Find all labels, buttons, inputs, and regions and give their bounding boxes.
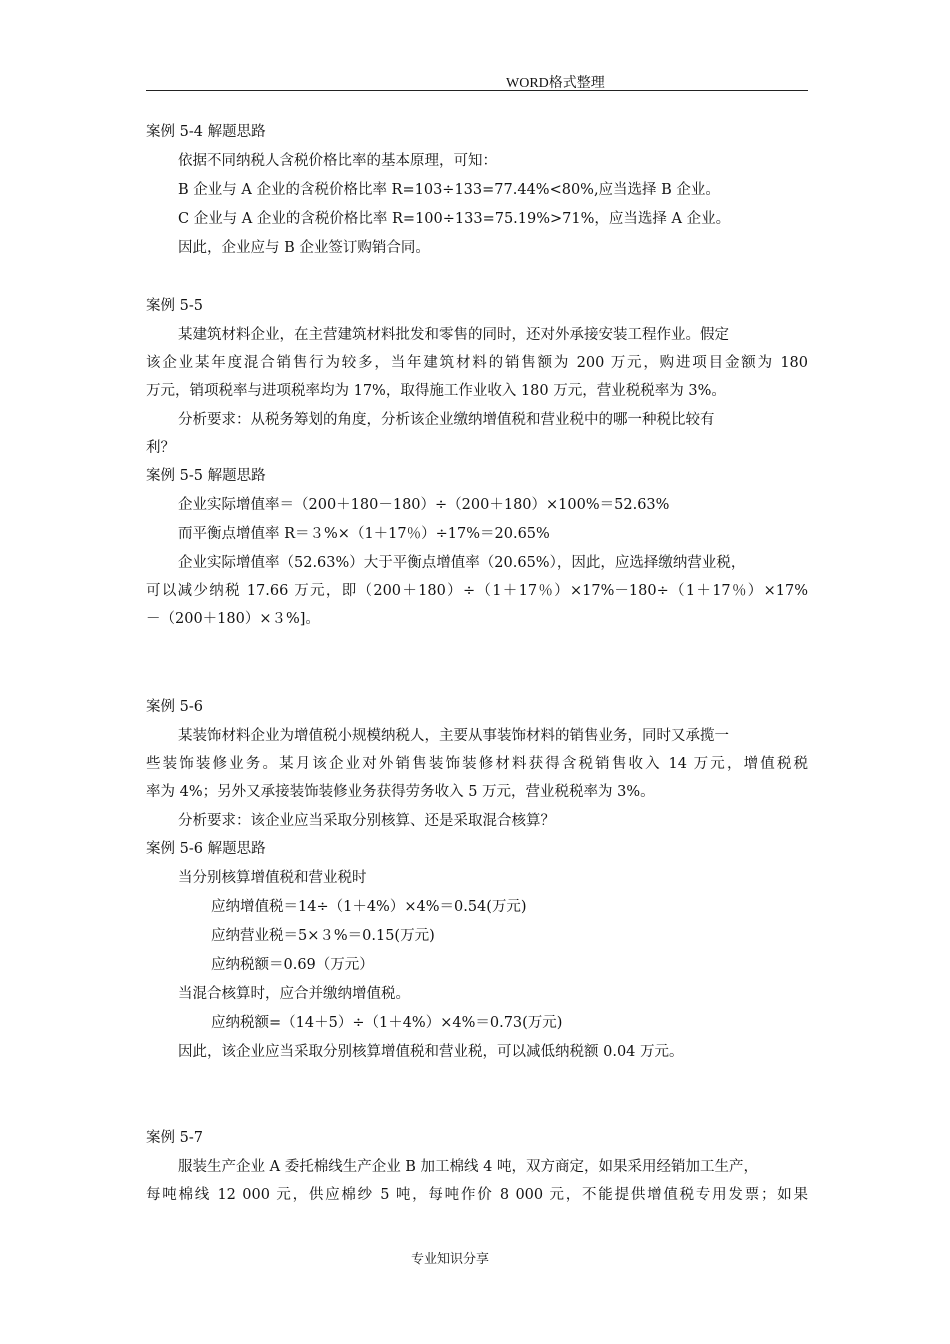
case-5-5-line-1: 某建筑材料企业，在主营建筑材料批发和零售的同时，还对外承接安装工程作业。假定: [178, 327, 729, 343]
case-5-7-heading: 案例 5-7: [146, 1130, 203, 1146]
case-5-4-line-3: C 企业与 A 企业的含税价格比率 R=100÷133=75.19%>71%，应当选择 A 企业。: [178, 211, 731, 227]
case-5-5-solution-line-2: 而平衡点增值率 R＝３%×（1＋17％）÷17%＝20.65%: [178, 526, 550, 542]
case-5-5-solution-line-3: 企业实际增值率（52.63%）大于平衡点增值率（20.65%），因此，应选择缴纳营业税，: [178, 555, 746, 571]
case-5-5-solution-heading: 案例 5-5 解题思路: [146, 468, 266, 484]
case-5-4-line-1: 依据不同纳税人含税价格比率的基本原理，可知：: [178, 153, 497, 169]
case-5-6-line-4: 分析要求：该企业应当采取分别核算、还是采取混合核算？: [178, 813, 555, 829]
case-5-5-line-4: 分析要求：从税务筹划的角度，分析该企业缴纳增值税和营业税中的哪一种税比较有: [178, 412, 715, 428]
case-5-6-line-3: 率为 4%；另外又承接装饰装修业务获得劳务收入 5 万元，营业税税率为 3%。: [146, 784, 655, 800]
case-5-6-solution-line-7: 因此，该企业应当采取分别核算增值税和营业税，可以减低纳税额 0.04 万元。: [178, 1044, 684, 1060]
case-5-5-line-3: 万元，销项税率与进项税率均为 17%，取得施工作业收入 180 万元，营业税税率为 3%。: [146, 383, 726, 399]
case-5-4-line-2: B 企业与 A 企业的含税价格比率 R=103÷133=77.44%<80%,应当选择 B 企业。: [178, 182, 720, 198]
page-header: [146, 70, 808, 91]
case-5-4-solution-heading: 案例 5-4 解题思路: [146, 124, 266, 140]
case-5-6-solution-line-3: 应纳营业税＝5×３%＝0.15(万元): [211, 928, 435, 944]
case-5-6-solution-line-6: 应纳税额=（14＋5）÷（1＋4%）×4%＝0.73(万元): [211, 1015, 563, 1031]
case-5-6-solution-line-1: 当分别核算增值税和营业税时: [178, 870, 367, 886]
case-5-7-line-2: 每吨棉线 12 000 元，供应棉纱 5 吨，每吨作价 8 000 元，不能提供增值税专用发票；如果: [146, 1187, 808, 1203]
case-5-6-solution-line-2: 应纳增值税＝14÷（1＋4%）×4%＝0.54(万元): [211, 899, 527, 915]
case-5-5-line-5: 利？: [146, 440, 175, 456]
footer-text: 专业知识分享: [410, 1252, 489, 1267]
case-5-5-heading: 案例 5-5: [146, 298, 203, 314]
case-5-6-solution-heading: 案例 5-6 解题思路: [146, 841, 266, 857]
case-5-7-line-1: 服装生产企业 A 委托棉线生产企业 B 加工棉线 4 吨，双方商定，如果采用经销加工生产，: [178, 1159, 759, 1175]
case-5-5-solution-line-5: －（200＋180）×３%]。: [146, 611, 320, 627]
case-5-6-heading: 案例 5-6: [146, 699, 203, 715]
case-5-6-solution-line-5: 当混合核算时，应合并缴纳增值税。: [178, 986, 410, 1002]
page-footer: [0, 1248, 950, 1267]
case-5-5-line-2: 该企业某年度混合销售行为较多，当年建筑材料的销售额为 200 万元，购进项目金额为 180: [146, 355, 808, 371]
case-5-6-line-1: 某装饰材料企业为增值税小规模纳税人，主要从事装饰材料的销售业务，同时又承揽一: [178, 728, 729, 744]
case-5-6-line-2: 些装饰装修业务。某月该企业对外销售装饰装修材料获得含税销售收入 14 万元，增值税税: [146, 756, 808, 772]
case-5-6-solution-line-4: 应纳税额＝0.69（万元）: [211, 957, 374, 973]
case-5-5-solution-line-4: 可以减少纳税 17.66 万元，即（200＋180）÷（1＋17％）×17%－180÷（1＋17％）×17%: [146, 583, 808, 599]
case-5-4-line-4: 因此，企业应与 B 企业签订购销合同。: [178, 240, 430, 256]
case-5-5-solution-line-1: 企业实际增值率＝（200＋180－180）÷（200＋180）×100%＝52.63%: [178, 497, 670, 513]
header-title: WORD格式整理: [506, 76, 605, 91]
